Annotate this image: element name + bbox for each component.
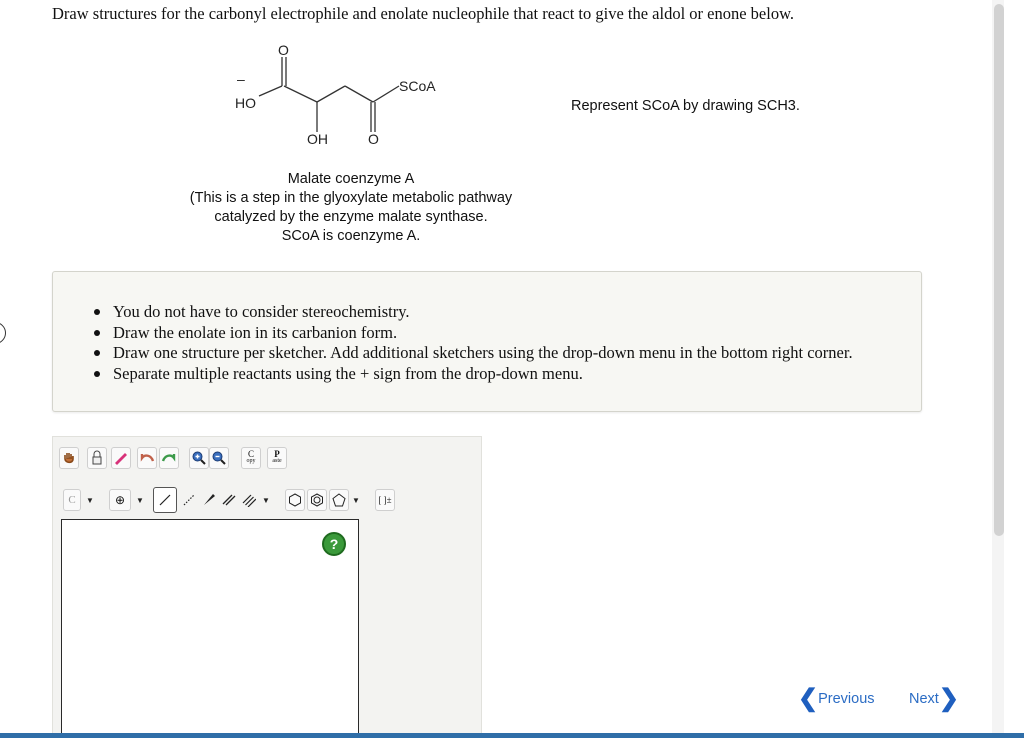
o-top-label: O [278, 42, 289, 58]
triple-bond-button[interactable] [239, 489, 259, 511]
bracket-tool-button[interactable]: [ ]± [375, 489, 395, 511]
caption-line: SCoA is coenzyme A. [281, 228, 421, 244]
structure-caption [160, 170, 542, 246]
caption-line: (This is a step in the glyoxylate metabolic pathway [189, 190, 513, 206]
instruction-item: You do not have to consider stereochemistry. [113, 302, 853, 323]
minus-label: – [237, 71, 245, 87]
double-bond-icon [222, 493, 236, 507]
ring-dropdown[interactable] [349, 489, 363, 511]
bond-c3-c4 [345, 86, 373, 102]
hand-icon [62, 451, 76, 465]
scrollbar-thumb[interactable] [994, 4, 1004, 536]
chevron-down-icon: ▼ [352, 495, 360, 505]
scoa-label: SCoA [399, 78, 436, 94]
pentagon-icon [332, 493, 346, 507]
help-button[interactable]: ? [322, 532, 346, 556]
lasso-tool-button[interactable] [87, 447, 107, 469]
caption-line: Malate coenzyme A [287, 171, 415, 187]
question-text: Draw structures for the carbonyl electrophile and enolate nucleophile that react to give the aldol or enone below. [52, 4, 795, 23]
cyclohexane-button[interactable] [285, 489, 305, 511]
hashed-bond-button[interactable] [179, 489, 199, 511]
redo-button[interactable] [159, 447, 179, 469]
instructions-box [52, 271, 922, 412]
hand-tool-button[interactable] [59, 447, 79, 469]
instruction-item: Draw the enolate ion in its carbanion form. [113, 323, 853, 344]
redo-icon [161, 451, 177, 465]
chevron-down-icon: ▼ [86, 495, 94, 505]
double-bond-button[interactable] [219, 489, 239, 511]
oh-label: OH [307, 131, 328, 147]
benzene-button[interactable] [307, 489, 327, 511]
charge-tool-button[interactable]: ⊕ [109, 489, 131, 511]
instruction-item: Draw one structure per sketcher. Add additional sketchers using the drop-down menu in the bottom right corner. [113, 343, 853, 362]
malate-coa-structure [225, 40, 465, 155]
ho-label: HO [235, 95, 256, 111]
eraser-tool-button[interactable] [111, 447, 131, 469]
caption-line: catalyzed by the enzyme malate synthase. [214, 209, 488, 225]
zoom-in-icon [191, 450, 207, 466]
drawing-canvas[interactable] [61, 519, 359, 737]
wedge-bond-button[interactable] [199, 489, 219, 511]
bond-c1-c2 [284, 86, 317, 102]
single-bond-icon [158, 493, 172, 507]
wedge-bond-icon [202, 493, 216, 507]
eraser-icon [113, 451, 129, 465]
next-label: Next [909, 691, 939, 707]
previous-button[interactable] [798, 685, 875, 712]
previous-label: Previous [818, 691, 875, 707]
single-bond-button[interactable] [153, 487, 177, 513]
bond-ho-c1 [259, 86, 282, 96]
paste-label-top: P [274, 449, 280, 459]
lock-icon [90, 450, 104, 466]
copy-label-top: C [247, 449, 254, 459]
undo-button[interactable] [137, 447, 157, 469]
chevron-right-icon: ❯ [938, 685, 959, 712]
charge-dropdown[interactable] [133, 489, 147, 511]
cyclopentane-button[interactable] [329, 489, 349, 511]
side-tab-handle[interactable] [0, 322, 6, 344]
chevron-down-icon: ▼ [136, 495, 144, 505]
element-dropdown[interactable] [83, 489, 97, 511]
zoom-out-icon [211, 450, 227, 466]
bond-c4-s [373, 86, 399, 102]
scoa-hint: Represent SCoA by drawing SCH3. [571, 98, 800, 114]
hexagon-icon [288, 493, 302, 507]
copy-label-bottom: opy [246, 458, 256, 464]
triple-bond-icon [242, 493, 256, 507]
paste-button[interactable] [267, 447, 287, 469]
element-selector[interactable]: C [63, 489, 81, 511]
zoom-in-button[interactable] [189, 447, 209, 469]
next-button[interactable] [909, 685, 959, 712]
structure-sketcher [52, 436, 482, 736]
hashed-bond-icon [182, 493, 196, 507]
copy-button[interactable] [241, 447, 261, 469]
bottom-bar [0, 733, 1024, 738]
chevron-left-icon: ❮ [798, 685, 819, 712]
bond-c2-c3 [317, 86, 345, 102]
paste-label-bottom: aste [272, 458, 282, 464]
instructions-list [113, 302, 853, 384]
chevron-down-icon: ▼ [262, 495, 270, 505]
bond-dropdown[interactable] [259, 489, 273, 511]
undo-icon [139, 451, 155, 465]
zoom-out-button[interactable] [209, 447, 229, 469]
o-bottom-label: O [368, 131, 379, 147]
instruction-item: Separate multiple reactants using the + sign from the drop-down menu. [113, 364, 853, 385]
benzene-icon [310, 493, 324, 507]
